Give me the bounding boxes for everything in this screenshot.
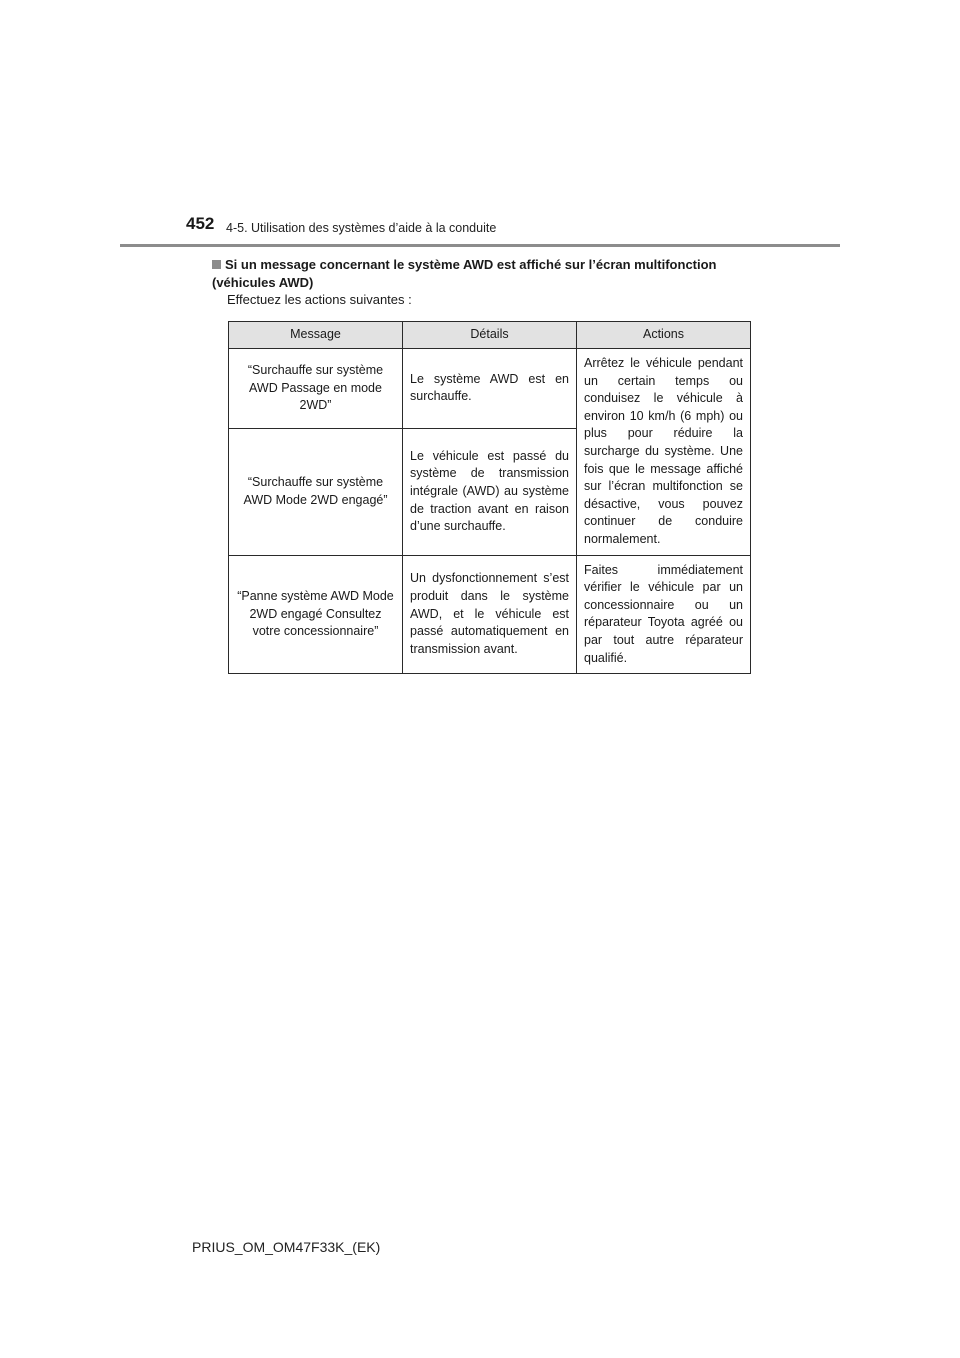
header-rule [120,244,840,247]
details-cell: Un dysfonctionnement s’est produit dans le système AWD, et le véhicule est passé automatiquement en transmission avant. [403,555,577,674]
message-cell: “Surchauffe sur système AWD Passage en mode 2WD” [229,349,403,429]
awd-message-table [228,321,751,674]
intro-text: Effectuez les actions suivantes : [227,292,412,307]
heading-line-2: (véhicules AWD) [212,275,314,290]
table-row [229,555,751,674]
table-header-row [229,322,751,349]
details-cell: Le système AWD est en surchauffe. [403,349,577,429]
square-bullet-icon [212,260,221,269]
column-header-message: Message [229,322,403,349]
page-number: 452 [186,214,215,233]
details-cell: Le véhicule est passé du système de transmission intégrale (AWD) au système de traction avant en raison d’une surchauffe. [403,428,577,555]
table-row [229,349,751,429]
actions-cell: Arrêtez le véhicule pendant un certain temps ou conduisez le véhicule à environ 10 km/h (6 mph) ou plus pour réduire la surcharge du système. Une fois que le message affiché sur l’écran multifonction se désactive, vous pouvez continuer de conduire normalement. [577,349,751,556]
column-header-details: Détails [403,322,577,349]
section-heading [212,256,750,292]
document-code: PRIUS_OM_OM47F33K_(EK) [192,1239,381,1255]
message-cell: “Surchauffe sur système AWD Mode 2WD engagé” [229,428,403,555]
actions-cell: Faites immédiatement vérifier le véhicule par un concessionnaire ou un réparateur Toyota agréé ou par tout autre réparateur qualifié. [577,555,751,674]
heading-line-1: Si un message concernant le système AWD est affiché sur l’écran multifonction [225,257,717,272]
column-header-actions: Actions [577,322,751,349]
message-cell: “Panne système AWD Mode 2WD engagé Consultez votre concessionnaire” [229,555,403,674]
section-title: 4-5. Utilisation des systèmes d’aide à la conduite [226,221,497,235]
